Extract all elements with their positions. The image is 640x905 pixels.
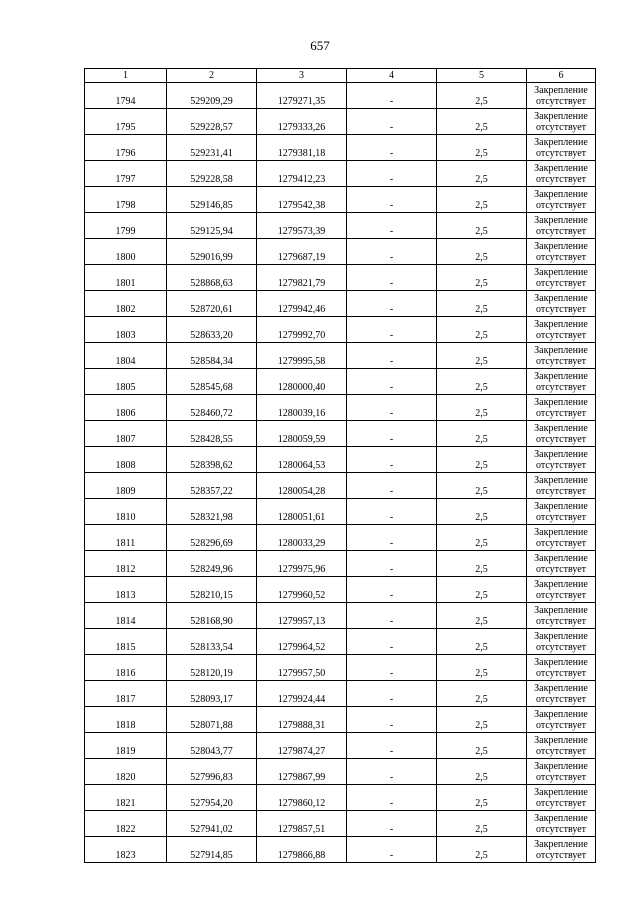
column-5-cell: 2,5 xyxy=(437,369,527,395)
table-row xyxy=(85,681,596,707)
x-coordinate-cell: 528720,61 xyxy=(167,291,257,317)
x-coordinate-cell: 528249,96 xyxy=(167,551,257,577)
table-row xyxy=(85,187,596,213)
fixing-note-cell: Закрепление отсутствует xyxy=(527,343,596,369)
column-5-cell: 2,5 xyxy=(437,811,527,837)
column-4-cell: - xyxy=(347,83,437,109)
table-row xyxy=(85,161,596,187)
point-number-cell: 1807 xyxy=(85,421,167,447)
point-number-cell: 1814 xyxy=(85,603,167,629)
column-5-cell: 2,5 xyxy=(437,83,527,109)
point-number-cell: 1809 xyxy=(85,473,167,499)
x-coordinate-cell: 528296,69 xyxy=(167,525,257,551)
point-number-cell: 1818 xyxy=(85,707,167,733)
column-4-cell: - xyxy=(347,187,437,213)
point-number-cell: 1802 xyxy=(85,291,167,317)
x-coordinate-cell: 528460,72 xyxy=(167,395,257,421)
x-coordinate-cell: 529125,94 xyxy=(167,213,257,239)
point-number-cell: 1804 xyxy=(85,343,167,369)
point-number-cell: 1821 xyxy=(85,785,167,811)
point-number-cell: 1811 xyxy=(85,525,167,551)
point-number-cell: 1801 xyxy=(85,265,167,291)
y-coordinate-cell: 1279381,18 xyxy=(257,135,347,161)
y-coordinate-cell: 1279992,70 xyxy=(257,317,347,343)
column-4-cell: - xyxy=(347,785,437,811)
y-coordinate-cell: 1279333,26 xyxy=(257,109,347,135)
y-coordinate-cell: 1280054,28 xyxy=(257,473,347,499)
y-coordinate-cell: 1279874,27 xyxy=(257,733,347,759)
column-5-cell: 2,5 xyxy=(437,317,527,343)
fixing-note-cell: Закрепление отсутствует xyxy=(527,733,596,759)
x-coordinate-cell: 528398,62 xyxy=(167,447,257,473)
fixing-note-cell: Закрепление отсутствует xyxy=(527,187,596,213)
point-number-cell: 1820 xyxy=(85,759,167,785)
point-number-cell: 1794 xyxy=(85,83,167,109)
column-4-cell: - xyxy=(347,213,437,239)
column-5-cell: 2,5 xyxy=(437,395,527,421)
table-row xyxy=(85,395,596,421)
y-coordinate-cell: 1279957,13 xyxy=(257,603,347,629)
point-number-cell: 1805 xyxy=(85,369,167,395)
column-header: 3 xyxy=(257,69,347,83)
column-5-cell: 2,5 xyxy=(437,187,527,213)
fixing-note-cell: Закрепление отсутствует xyxy=(527,577,596,603)
column-4-cell: - xyxy=(347,161,437,187)
point-number-cell: 1796 xyxy=(85,135,167,161)
table-row xyxy=(85,369,596,395)
x-coordinate-cell: 528428,55 xyxy=(167,421,257,447)
fixing-note-cell: Закрепление отсутствует xyxy=(527,83,596,109)
y-coordinate-cell: 1279964,52 xyxy=(257,629,347,655)
y-coordinate-cell: 1279960,52 xyxy=(257,577,347,603)
x-coordinate-cell: 529228,57 xyxy=(167,109,257,135)
column-4-cell: - xyxy=(347,707,437,733)
table-row xyxy=(85,473,596,499)
point-number-cell: 1810 xyxy=(85,499,167,525)
fixing-note-cell: Закрепление отсутствует xyxy=(527,837,596,863)
column-5-cell: 2,5 xyxy=(437,135,527,161)
x-coordinate-cell: 527914,85 xyxy=(167,837,257,863)
x-coordinate-cell: 528321,98 xyxy=(167,499,257,525)
point-number-cell: 1799 xyxy=(85,213,167,239)
fixing-note-cell: Закрепление отсутствует xyxy=(527,135,596,161)
y-coordinate-cell: 1279924,44 xyxy=(257,681,347,707)
column-4-cell: - xyxy=(347,577,437,603)
table-row xyxy=(85,629,596,655)
column-5-cell: 2,5 xyxy=(437,239,527,265)
fixing-note-cell: Закрепление отсутствует xyxy=(527,551,596,577)
column-4-cell: - xyxy=(347,629,437,655)
fixing-note-cell: Закрепление отсутствует xyxy=(527,785,596,811)
fixing-note-cell: Закрепление отсутствует xyxy=(527,239,596,265)
column-5-cell: 2,5 xyxy=(437,785,527,811)
y-coordinate-cell: 1279942,46 xyxy=(257,291,347,317)
x-coordinate-cell: 527954,20 xyxy=(167,785,257,811)
table-row xyxy=(85,83,596,109)
column-5-cell: 2,5 xyxy=(437,421,527,447)
column-5-cell: 2,5 xyxy=(437,265,527,291)
column-5-cell: 2,5 xyxy=(437,343,527,369)
fixing-note-cell: Закрепление отсутствует xyxy=(527,213,596,239)
column-5-cell: 2,5 xyxy=(437,681,527,707)
y-coordinate-cell: 1280000,40 xyxy=(257,369,347,395)
table-row xyxy=(85,213,596,239)
column-4-cell: - xyxy=(347,109,437,135)
column-4-cell: - xyxy=(347,239,437,265)
y-coordinate-cell: 1279542,38 xyxy=(257,187,347,213)
table-row xyxy=(85,499,596,525)
y-coordinate-cell: 1279857,51 xyxy=(257,811,347,837)
point-number-cell: 1823 xyxy=(85,837,167,863)
point-number-cell: 1813 xyxy=(85,577,167,603)
column-5-cell: 2,5 xyxy=(437,499,527,525)
column-4-cell: - xyxy=(347,759,437,785)
fixing-note-cell: Закрепление отсутствует xyxy=(527,317,596,343)
column-4-cell: - xyxy=(347,681,437,707)
column-5-cell: 2,5 xyxy=(437,291,527,317)
column-5-cell: 2,5 xyxy=(437,551,527,577)
column-4-cell: - xyxy=(347,421,437,447)
x-coordinate-cell: 528120,19 xyxy=(167,655,257,681)
column-5-cell: 2,5 xyxy=(437,733,527,759)
column-header: 6 xyxy=(527,69,596,83)
table-header-row xyxy=(85,69,596,83)
table-row xyxy=(85,655,596,681)
column-4-cell: - xyxy=(347,525,437,551)
fixing-note-cell: Закрепление отсутствует xyxy=(527,395,596,421)
point-number-cell: 1817 xyxy=(85,681,167,707)
table-row xyxy=(85,707,596,733)
table-row xyxy=(85,525,596,551)
point-number-cell: 1797 xyxy=(85,161,167,187)
column-5-cell: 2,5 xyxy=(437,603,527,629)
y-coordinate-cell: 1279888,31 xyxy=(257,707,347,733)
fixing-note-cell: Закрепление отсутствует xyxy=(527,681,596,707)
table-row xyxy=(85,317,596,343)
page-number: 657 xyxy=(310,38,330,53)
y-coordinate-cell: 1279957,50 xyxy=(257,655,347,681)
fixing-note-cell: Закрепление отсутствует xyxy=(527,707,596,733)
table-row xyxy=(85,603,596,629)
fixing-note-cell: Закрепление отсутствует xyxy=(527,499,596,525)
column-5-cell: 2,5 xyxy=(437,837,527,863)
point-number-cell: 1815 xyxy=(85,629,167,655)
column-header: 1 xyxy=(85,69,167,83)
column-4-cell: - xyxy=(347,499,437,525)
table-row xyxy=(85,785,596,811)
fixing-note-cell: Закрепление отсутствует xyxy=(527,109,596,135)
table-row xyxy=(85,811,596,837)
column-5-cell: 2,5 xyxy=(437,473,527,499)
y-coordinate-cell: 1279271,35 xyxy=(257,83,347,109)
y-coordinate-cell: 1280033,29 xyxy=(257,525,347,551)
column-5-cell: 2,5 xyxy=(437,213,527,239)
column-5-cell: 2,5 xyxy=(437,655,527,681)
table-row xyxy=(85,447,596,473)
column-4-cell: - xyxy=(347,473,437,499)
y-coordinate-cell: 1279412,23 xyxy=(257,161,347,187)
table-body xyxy=(85,83,596,863)
column-4-cell: - xyxy=(347,291,437,317)
fixing-note-cell: Закрепление отсутствует xyxy=(527,811,596,837)
point-number-cell: 1822 xyxy=(85,811,167,837)
table-row xyxy=(85,759,596,785)
column-4-cell: - xyxy=(347,603,437,629)
fixing-note-cell: Закрепление отсутствует xyxy=(527,447,596,473)
x-coordinate-cell: 528868,63 xyxy=(167,265,257,291)
fixing-note-cell: Закрепление отсутствует xyxy=(527,629,596,655)
x-coordinate-cell: 529146,85 xyxy=(167,187,257,213)
x-coordinate-cell: 528633,20 xyxy=(167,317,257,343)
table-row xyxy=(85,577,596,603)
table-row xyxy=(85,421,596,447)
point-number-cell: 1803 xyxy=(85,317,167,343)
x-coordinate-cell: 529231,41 xyxy=(167,135,257,161)
y-coordinate-cell: 1280051,61 xyxy=(257,499,347,525)
x-coordinate-cell: 527996,83 xyxy=(167,759,257,785)
x-coordinate-cell: 528210,15 xyxy=(167,577,257,603)
table-row xyxy=(85,343,596,369)
point-number-cell: 1798 xyxy=(85,187,167,213)
column-5-cell: 2,5 xyxy=(437,707,527,733)
x-coordinate-cell: 529209,29 xyxy=(167,83,257,109)
table-row xyxy=(85,733,596,759)
fixing-note-cell: Закрепление отсутствует xyxy=(527,759,596,785)
column-4-cell: - xyxy=(347,369,437,395)
table-row xyxy=(85,265,596,291)
column-5-cell: 2,5 xyxy=(437,759,527,785)
column-5-cell: 2,5 xyxy=(437,577,527,603)
y-coordinate-cell: 1279866,88 xyxy=(257,837,347,863)
table-row xyxy=(85,837,596,863)
point-number-cell: 1812 xyxy=(85,551,167,577)
column-4-cell: - xyxy=(347,655,437,681)
column-5-cell: 2,5 xyxy=(437,109,527,135)
fixing-note-cell: Закрепление отсутствует xyxy=(527,473,596,499)
column-header: 2 xyxy=(167,69,257,83)
y-coordinate-cell: 1279860,12 xyxy=(257,785,347,811)
column-4-cell: - xyxy=(347,551,437,577)
column-header: 5 xyxy=(437,69,527,83)
column-4-cell: - xyxy=(347,395,437,421)
fixing-note-cell: Закрепление отсутствует xyxy=(527,161,596,187)
table-row xyxy=(85,239,596,265)
y-coordinate-cell: 1280064,53 xyxy=(257,447,347,473)
x-coordinate-cell: 528168,90 xyxy=(167,603,257,629)
y-coordinate-cell: 1279867,99 xyxy=(257,759,347,785)
y-coordinate-cell: 1280059,59 xyxy=(257,421,347,447)
column-4-cell: - xyxy=(347,447,437,473)
fixing-note-cell: Закрепление отсутствует xyxy=(527,369,596,395)
y-coordinate-cell: 1279821,79 xyxy=(257,265,347,291)
coordinates-table xyxy=(84,68,596,863)
fixing-note-cell: Закрепление отсутствует xyxy=(527,291,596,317)
column-4-cell: - xyxy=(347,135,437,161)
point-number-cell: 1795 xyxy=(85,109,167,135)
column-5-cell: 2,5 xyxy=(437,525,527,551)
x-coordinate-cell: 528043,77 xyxy=(167,733,257,759)
y-coordinate-cell: 1279995,58 xyxy=(257,343,347,369)
x-coordinate-cell: 529016,99 xyxy=(167,239,257,265)
point-number-cell: 1816 xyxy=(85,655,167,681)
y-coordinate-cell: 1279975,96 xyxy=(257,551,347,577)
column-4-cell: - xyxy=(347,733,437,759)
x-coordinate-cell: 528071,88 xyxy=(167,707,257,733)
fixing-note-cell: Закрепление отсутствует xyxy=(527,525,596,551)
x-coordinate-cell: 528545,68 xyxy=(167,369,257,395)
column-4-cell: - xyxy=(347,343,437,369)
table-row xyxy=(85,135,596,161)
point-number-cell: 1806 xyxy=(85,395,167,421)
fixing-note-cell: Закрепление отсутствует xyxy=(527,265,596,291)
table-row xyxy=(85,291,596,317)
point-number-cell: 1808 xyxy=(85,447,167,473)
column-4-cell: - xyxy=(347,811,437,837)
x-coordinate-cell: 527941,02 xyxy=(167,811,257,837)
x-coordinate-cell: 528357,22 xyxy=(167,473,257,499)
point-number-cell: 1800 xyxy=(85,239,167,265)
y-coordinate-cell: 1280039,16 xyxy=(257,395,347,421)
column-4-cell: - xyxy=(347,265,437,291)
fixing-note-cell: Закрепление отсутствует xyxy=(527,421,596,447)
x-coordinate-cell: 528093,17 xyxy=(167,681,257,707)
y-coordinate-cell: 1279687,19 xyxy=(257,239,347,265)
y-coordinate-cell: 1279573,39 xyxy=(257,213,347,239)
fixing-note-cell: Закрепление отсутствует xyxy=(527,655,596,681)
table-row xyxy=(85,109,596,135)
column-4-cell: - xyxy=(347,317,437,343)
table-row xyxy=(85,551,596,577)
x-coordinate-cell: 528133,54 xyxy=(167,629,257,655)
x-coordinate-cell: 529228,58 xyxy=(167,161,257,187)
column-4-cell: - xyxy=(347,837,437,863)
fixing-note-cell: Закрепление отсутствует xyxy=(527,603,596,629)
column-5-cell: 2,5 xyxy=(437,629,527,655)
column-5-cell: 2,5 xyxy=(437,447,527,473)
x-coordinate-cell: 528584,34 xyxy=(167,343,257,369)
column-5-cell: 2,5 xyxy=(437,161,527,187)
column-header: 4 xyxy=(347,69,437,83)
point-number-cell: 1819 xyxy=(85,733,167,759)
